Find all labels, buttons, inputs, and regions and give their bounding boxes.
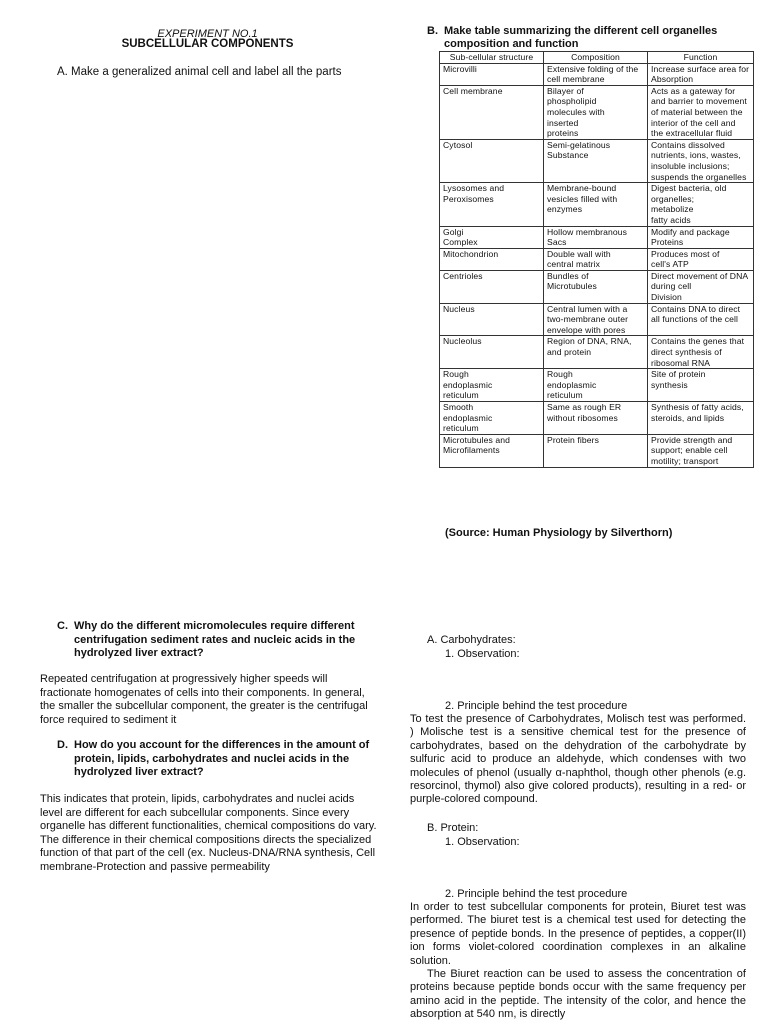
cell-composition: Semi-gelatinous Substance xyxy=(544,139,648,182)
question-d-text: How do you account for the differences in the amount of protein, lipids, carbohydrates and nuclei acids in the hydrolyzed liver extract? xyxy=(74,739,370,778)
question-b xyxy=(427,25,762,51)
carbohydrates-principle-heading: 2. Principle behind the test procedure xyxy=(445,700,628,712)
cell-function: Synthesis of fatty acids, steroids, and lipids xyxy=(648,402,754,435)
cell-function: Produces most of cell's ATP xyxy=(648,248,754,270)
cell-structure: Nucleolus xyxy=(440,336,544,369)
carbohydrates-principle-text: To test the presence of Carbohydrates, Molisch test was performed. ) Molische test is a sensitive chemical test for the presence of carbohydrates, based on the dehydration of the carbohydrate by sulfuric acid to produce an aldehyde, which condenses with two molecules of phenol (usually α-naphthol, though other phenols (e.g. resorcinol, thymol) also give colored products), resulting in a red- or purple-colored compound. xyxy=(410,713,746,806)
table-row xyxy=(440,248,754,270)
question-c-letter: C. xyxy=(57,620,68,632)
table-row xyxy=(440,434,754,467)
cell-composition: Extensive folding of the cell membrane xyxy=(544,63,648,85)
cell-composition: Hollow membranous Sacs xyxy=(544,226,648,248)
cell-structure: Cytosol xyxy=(440,139,544,182)
cell-function: Contains the genes that direct synthesis of ribosomal RNA xyxy=(648,336,754,369)
answer-c: Repeated centrifugation at progressively higher speeds will fractionate homogenates of cells into their components. In general, the smaller the subcellular component, the greater is the centrifugal force required to sediment it xyxy=(40,673,368,726)
cell-composition: Bundles of Microtubules xyxy=(544,270,648,303)
cell-composition: Double wall with central matrix xyxy=(544,248,648,270)
question-b-text: Make table summarizing the different cell organelles composition and function xyxy=(444,25,718,50)
protein-observation: 1. Observation: xyxy=(445,836,520,848)
table-row xyxy=(440,85,754,139)
question-a: A. Make a generalized animal cell and label all the parts xyxy=(57,66,342,78)
cell-composition: Region of DNA, RNA, and protein xyxy=(544,336,648,369)
question-d xyxy=(57,739,377,780)
answer-d: This indicates that protein, lipids, carbohydrates and nuclei acids level are different for each subcellular components. Since every organelle has different functionalities, chemical compositions do vary. The difference in their chemical compositions directs the specialized function of that part of the cell (ex. Nucleus-DNA/RNA synthesis, Cell membrane-Protection and passive permeability xyxy=(40,793,377,873)
page-title: SUBCELLULAR COMPONENTS xyxy=(121,38,294,50)
cell-function: Contains DNA to direct all functions of the cell xyxy=(648,303,754,336)
cell-function: Site of protein synthesis xyxy=(648,369,754,402)
cell-composition: Rough endoplasmic reticulum xyxy=(544,369,648,402)
cell-composition: Central lumen with a two-membrane outer envelope with pores xyxy=(544,303,648,336)
cell-function: Provide strength and support; enable cell motility; transport xyxy=(648,434,754,467)
cell-function: Digest bacteria, old organelles; metabolize fatty acids xyxy=(648,183,754,226)
carbohydrates-observation: 1. Observation: xyxy=(445,648,520,660)
protein-principle-text-2: The Biuret reaction can be used to assess the concentration of proteins because peptide bonds occur with the same frequency per amino acid in the peptide. The intensity of the color, and hence the absorption at 540 nm, is directly xyxy=(410,968,746,1021)
cell-function: Contains dissolved nutrients, ions, wastes, insoluble inclusions; suspends the organelles xyxy=(648,139,754,182)
protein-principle-text: In order to test subcellular components for protein, Biuret test was performed. The biuret test is a chemical test used for detecting the presence of peptide bonds. In the presence of peptides, a copper(II) ion forms violet-colored coordination complexes in an alkaline solution. xyxy=(410,901,746,967)
table-row xyxy=(440,303,754,336)
question-c-text: Why do the different micromolecules require different centrifugation sediment rates and nucleic acids in the hydrolyzed liver extract? xyxy=(74,620,356,659)
column-header-function: Function xyxy=(648,52,754,64)
organelle-table xyxy=(439,51,754,468)
question-d-letter: D. xyxy=(57,739,68,751)
cell-composition: Membrane-bound vesicles filled with enzymes xyxy=(544,183,648,226)
protein-principle-heading: 2. Principle behind the test procedure xyxy=(445,888,628,900)
cell-function: Direct movement of DNA during cell Division xyxy=(648,270,754,303)
table-row xyxy=(440,336,754,369)
cell-structure: Smooth endoplasmic reticulum xyxy=(440,402,544,435)
cell-structure: Rough endoplasmic reticulum xyxy=(440,369,544,402)
cell-structure: Cell membrane xyxy=(440,85,544,139)
cell-structure: Nucleus xyxy=(440,303,544,336)
table-row xyxy=(440,402,754,435)
carbohydrates-heading: A. Carbohydrates: xyxy=(427,634,516,646)
cell-composition: Bilayer of phospholipid molecules with inserted proteins xyxy=(544,85,648,139)
cell-structure: Centrioles xyxy=(440,270,544,303)
cell-structure: Microvilli xyxy=(440,63,544,85)
table-header-row xyxy=(440,52,754,64)
table-row xyxy=(440,63,754,85)
cell-function: Modify and package Proteins xyxy=(648,226,754,248)
cell-structure: Golgi Complex xyxy=(440,226,544,248)
column-header-composition: Composition xyxy=(544,52,648,64)
cell-structure: Lysosomes and Peroxisomes xyxy=(440,183,544,226)
cell-function: Acts as a gateway for and barrier to movement of material between the interior of the cell and the extracellular fluid xyxy=(648,85,754,139)
question-b-letter: B. xyxy=(427,25,438,37)
table-row xyxy=(440,183,754,226)
cell-structure: Microtubules and Microfilaments xyxy=(440,434,544,467)
column-header-structure: Sub-cellular structure xyxy=(440,52,544,64)
table-row xyxy=(440,369,754,402)
experiment-number: EXPERIMENT NO.1 xyxy=(157,28,258,40)
protein-heading: B. Protein: xyxy=(427,822,479,834)
table-row xyxy=(440,270,754,303)
cell-structure: Mitochondrion xyxy=(440,248,544,270)
cell-function: Increase surface area for Absorption xyxy=(648,63,754,85)
table-source: (Source: Human Physiology by Silverthorn) xyxy=(445,527,673,539)
cell-composition: Protein fibers xyxy=(544,434,648,467)
table-row xyxy=(440,139,754,182)
table-row xyxy=(440,226,754,248)
cell-composition: Same as rough ER without ribosomes xyxy=(544,402,648,435)
question-c xyxy=(57,620,377,661)
